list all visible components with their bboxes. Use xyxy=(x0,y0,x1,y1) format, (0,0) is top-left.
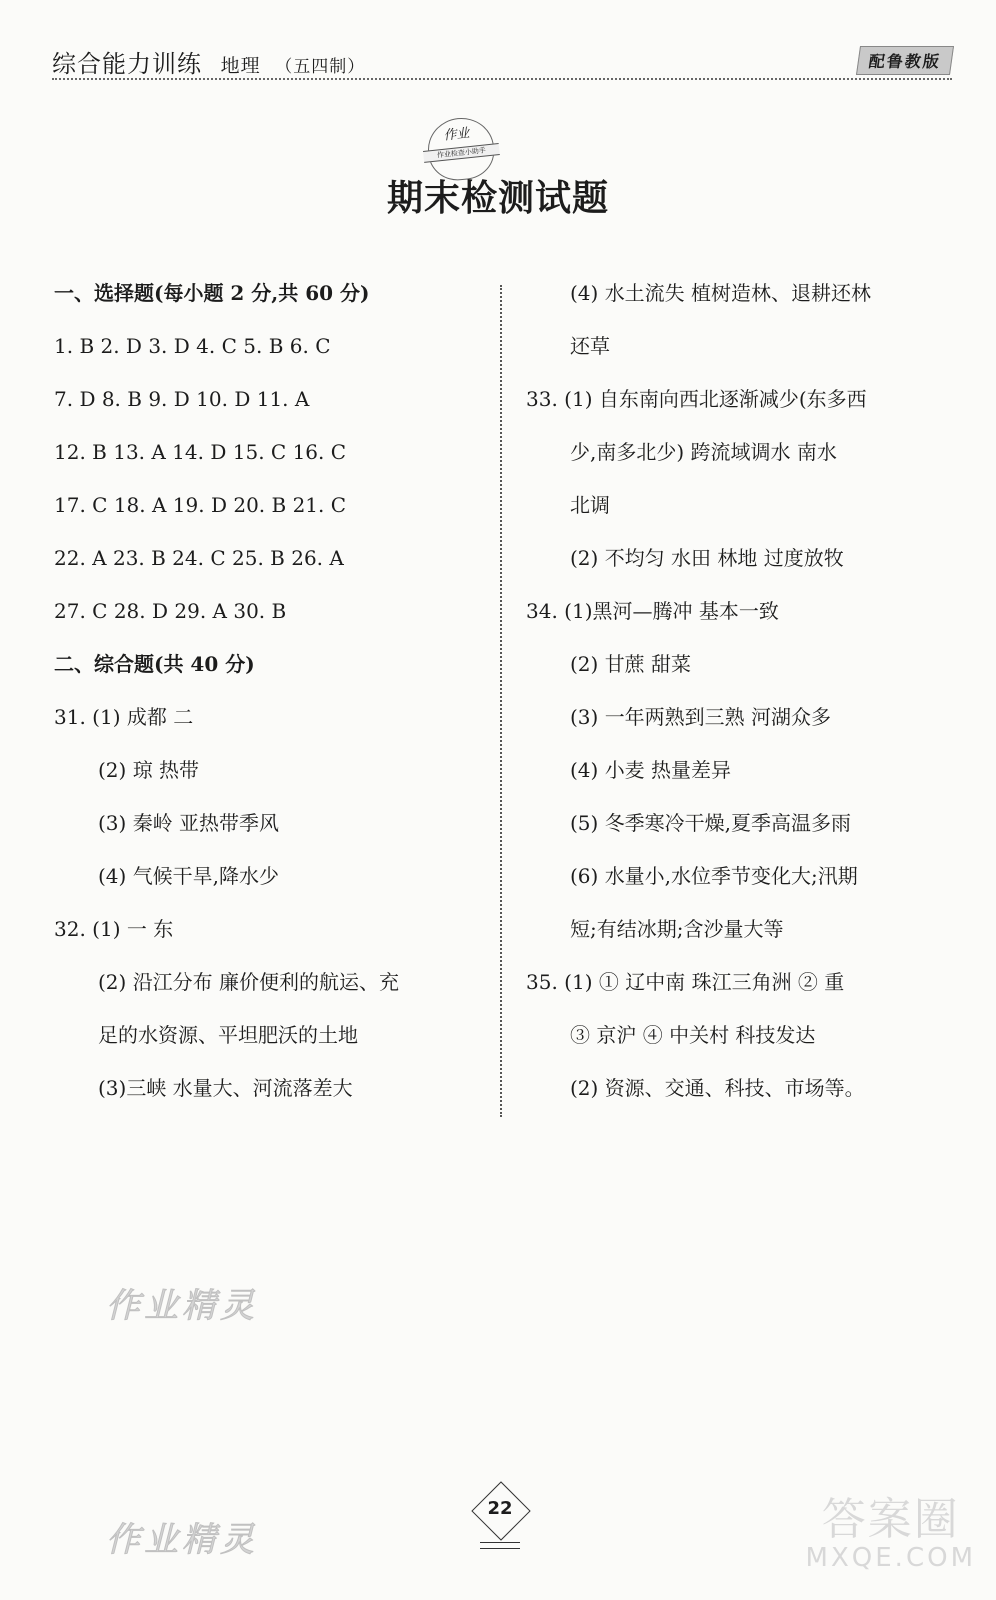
answer-line: (3)三峡 水量大、河流落差大 xyxy=(98,1076,353,1100)
answer-line: 12. B 13. A 14. D 15. C 16. C xyxy=(54,440,347,464)
answer-line: 27. C 28. D 29. A 30. B xyxy=(54,599,287,623)
page-header xyxy=(52,44,952,84)
answer-line: (4) 气候干旱,降水少 xyxy=(98,864,280,888)
answer-line: 34. (1)黑河—腾冲 基本一致 xyxy=(526,599,779,623)
edition-badge: 配鲁教版 xyxy=(856,46,954,75)
answer-line: (3) 秦岭 亚热带季风 xyxy=(98,811,280,835)
answer-line: (4) 水土流失 植树造林、退耕还林 xyxy=(570,281,872,305)
answer-line: (6) 水量小,水位季节变化大;汛期 xyxy=(570,864,858,888)
answer-line: 35. (1) ① 辽中南 珠江三角洲 ② 重 xyxy=(526,970,845,994)
answer-line: (5) 冬季寒冷干燥,夏季高温多雨 xyxy=(570,811,852,835)
school-system: （五四制） xyxy=(275,57,366,77)
answer-line: (2) 沿江分布 廉价便利的航运、充 xyxy=(98,970,400,994)
answer-line: 还草 xyxy=(570,334,610,358)
page-number: 22 xyxy=(487,1498,513,1519)
answer-line: (3) 一年两熟到三熟 河湖众多 xyxy=(570,705,832,729)
answer-line: (4) 小麦 热量差异 xyxy=(570,758,732,782)
header-divider xyxy=(52,78,952,80)
stamp-band-text: 作业检查小助手 xyxy=(423,143,500,163)
page-number-badge xyxy=(472,1486,528,1542)
answer-line: (2) 甘蔗 甜菜 xyxy=(570,652,692,676)
answer-line: 足的水资源、平坦肥沃的土地 xyxy=(98,1023,358,1047)
answer-line: 31. (1) 成都 二 xyxy=(54,705,194,729)
answer-line: (2) 资源、交通、科技、市场等。 xyxy=(570,1076,865,1100)
stamp-top-text: 作业 xyxy=(442,126,471,144)
answer-line: 7. D 8. B 9. D 10. D 11. A xyxy=(54,387,310,411)
column-divider xyxy=(500,285,502,1117)
brand-name: 答案圈 xyxy=(821,1494,960,1545)
series-name: 综合能力训练 xyxy=(52,50,202,78)
subject-name: 地理 xyxy=(220,55,261,77)
answer-line: 1. B 2. D 3. D 4. C 5. B 6. C xyxy=(54,334,331,358)
section-heading: 一、选择题(每小题 2 分,共 60 分) xyxy=(54,281,370,305)
page-title: 期末检测试题 xyxy=(386,177,609,219)
answer-line: 短;有结冰期;含沙量大等 xyxy=(570,917,784,941)
left-column xyxy=(54,274,484,1122)
answer-line: ③ 京沪 ④ 中关村 科技发达 xyxy=(570,1023,816,1047)
answer-line: 少,南多北少) 跨流域调水 南水 xyxy=(570,440,837,464)
answer-line: 北调 xyxy=(570,493,610,517)
answer-line: (2) 不均匀 水田 林地 过度放牧 xyxy=(570,546,844,570)
watermark: 作业精灵 xyxy=(106,1520,258,1560)
answer-line: 32. (1) 一 东 xyxy=(54,917,174,941)
section-heading: 二、综合题(共 40 分) xyxy=(54,652,255,676)
brand-url: MXQE.COM xyxy=(805,1543,976,1573)
answer-line: 22. A 23. B 24. C 25. B 26. A xyxy=(54,546,344,570)
answer-line: (2) 琼 热带 xyxy=(98,758,200,782)
brand-watermark xyxy=(806,1483,976,1573)
answer-line: 33. (1) 自东南向西北逐渐减少(东多西 xyxy=(526,387,867,411)
header-title xyxy=(52,44,365,79)
watermark: 作业精灵 xyxy=(106,1286,258,1326)
answer-line: 17. C 18. A 19. D 20. B 21. C xyxy=(54,493,347,517)
right-column xyxy=(526,274,956,1122)
